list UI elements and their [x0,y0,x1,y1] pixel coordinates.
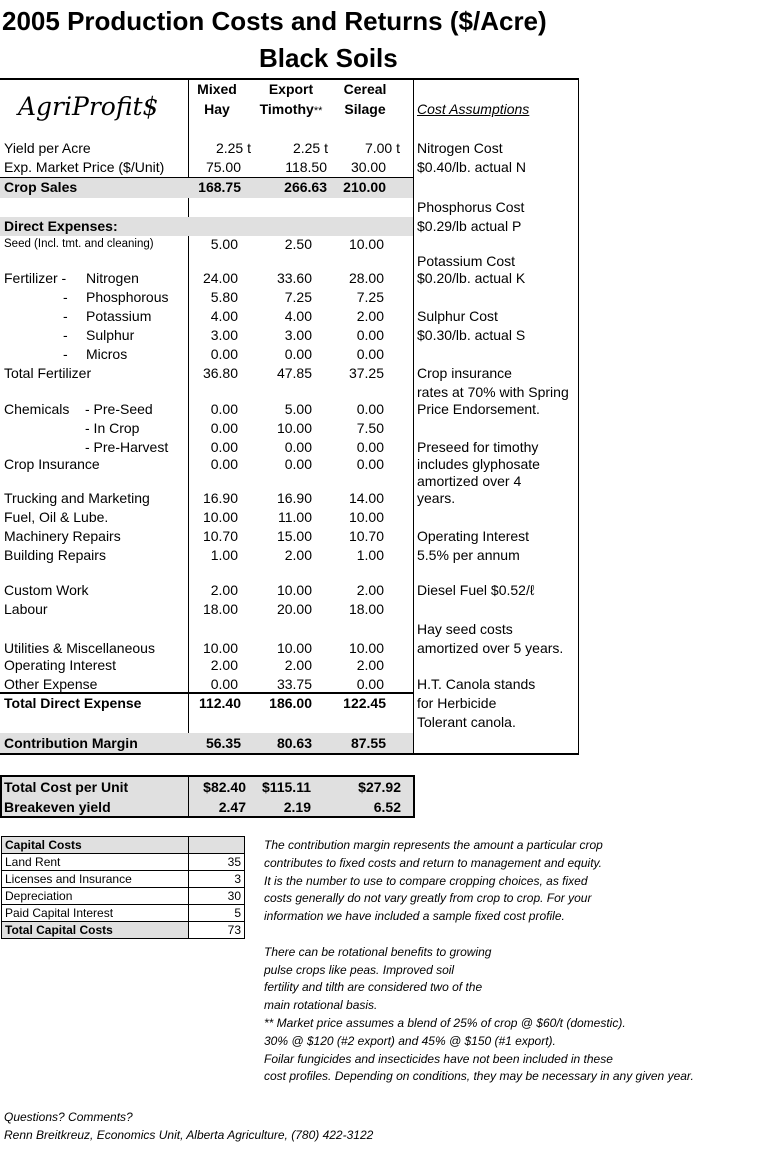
table-row: Yield per Acre 2.25 t 2.25 t 7.00 t [4,140,400,156]
assumption-line: Potassium Cost [417,253,516,269]
table-row: Utilities & Miscellaneous 10.00 10.00 10.00 [4,640,384,656]
assumption-line: Hay seed costs [417,621,513,637]
assumption-line: $0.30/lb. actual S [417,327,526,343]
table-row: - Potassium 4.00 4.00 2.00 [63,308,384,324]
table-row: Total Fertilizer 36.80 47.85 37.25 [4,365,384,381]
table-row: Depreciation 30 [2,888,245,905]
table-row: Operating Interest 2.00 2.00 2.00 [4,657,384,673]
assumption-line: rates at 70% with Spring [417,384,569,400]
capital-costs-header: Capital Costs [2,837,189,854]
table-row: - Sulphur 3.00 3.00 0.00 [63,327,384,343]
table-row: Total Direct Expense 112.40 186.00 122.45 [4,695,386,711]
table-row: Total Capital Costs 73 [2,922,245,939]
assumption-line: 5.5% per annum [417,547,520,563]
table-row: Seed (Incl. tmt. and cleaning) 5.00 2.50 10.00 [4,236,384,252]
assumption-line: Price Endorsement. [417,401,540,417]
table-row: Direct Expenses: [4,218,118,234]
table-row: Crop Sales 168.75 266.63 210.00 [4,179,386,195]
table-row: Land Rent 35 [2,854,245,871]
table-bottom-border [0,753,579,755]
table-row: Chemicals - Pre-Seed 0.00 5.00 0.00 [4,401,384,417]
assumption-line: includes glyphosate [417,456,540,472]
table-row: Total Cost per Unit $82.40 $115.11 $27.92 [4,779,401,795]
page-title: 2005 Production Costs and Returns ($/Acre) [2,6,547,36]
col-header-export-timothy: Export Timothy** [259,81,323,117]
table-row: Machinery Repairs 10.70 15.00 10.70 [4,528,384,544]
assumption-line: Operating Interest [417,528,530,544]
table-row: - Phosphorous 5.80 7.25 7.25 [63,289,384,305]
assumption-line: amortized over 5 years. [417,640,564,656]
table-row: - Micros 0.00 0.00 0.00 [63,346,384,362]
table-row: Breakeven yield 2.47 2.19 6.52 [4,799,401,815]
assumption-line: Tolerant canola. [417,714,516,730]
table-row: - Pre-Harvest 0.00 0.00 0.00 [85,439,384,455]
table-row: - In Crop 0.00 10.00 7.50 [85,420,384,436]
table-row: Fuel, Oil & Lube. 10.00 11.00 10.00 [4,509,384,525]
assumption-line: $0.20/lb. actual K [417,270,526,286]
table-row: Crop Insurance 0.00 0.00 0.00 [4,456,384,472]
col-header-cereal-silage: Cereal Silage [343,81,387,117]
assumption-line: for Herbicide [417,695,497,711]
assumption-line: Preseed for timothy [417,439,539,455]
agriprofit-logo: AgriProfit$ [18,92,159,121]
table-row: Contribution Margin 56.35 80.63 87.55 [4,735,386,751]
table-row: Labour 18.00 20.00 18.00 [4,601,384,617]
assumption-line: H.T. Canola stands [417,676,536,692]
table-row: Licenses and Insurance 3 [2,871,245,888]
table-row: Other Expense 0.00 33.75 0.00 [4,676,384,692]
summary-top-border [0,775,415,777]
table-row: Building Repairs 1.00 2.00 1.00 [4,547,384,563]
table-row: Custom Work 2.00 10.00 2.00 [4,582,384,598]
assumption-line: Diesel Fuel $0.52/ℓ [417,582,535,598]
footer-contact: Questions? Comments? Renn Breitkreuz, Economics Unit, Alberta Agriculture, (780) 422-3122 [4,1110,374,1142]
assumption-line: amortized over 4 [417,473,522,489]
assumption-line: years. [417,490,456,506]
assumption-line: Crop insurance [417,365,512,381]
assumption-line: Nitrogen Cost [417,140,503,156]
table-row: Paid Capital Interest 5 [2,905,245,922]
assumption-line: Sulphur Cost [417,308,498,324]
assumption-line: Phosphorus Cost [417,199,525,215]
page-subtitle: Black Soils [259,43,398,73]
table-row: Fertilizer - Nitrogen 24.00 33.60 28.00 [4,270,384,286]
col-header-mixed-hay: Mixed Hay [197,81,237,117]
assumption-line: $0.40/lb. actual N [417,159,526,175]
notes-block: The contribution margin represents the amount a particular crop contributes to fixed costs and return to management and equity. It is the number to use to compare cropping choices, as fixed costs generally do not vary greatly from crop to crop. For your information we have included a sample fixed cost profile. There can be rotational benefits to growing pulse crops like peas. Improved soil fertility and tilth are considered two of the main rotational basis. ** Market price assumes a blend of 25% of crop @ $60/t (domestic). 30% @ $120 (#2 export) and 45% @ $150 (#1 export). Foilar fungicides and insecticides have not been included in these cost profiles. Depending on conditions, they may be necessary in any given year. [264,838,694,1084]
table-row: Exp. Market Price ($/Unit) 75.00 118.50 30.00 [4,159,386,175]
capital-costs-table [1,836,245,939]
table-row: Trucking and Marketing 16.90 16.90 14.00 [4,490,384,506]
cost-assumptions-header: Cost Assumptions [417,101,530,117]
assumption-line: $0.29/lb actual P [417,218,522,234]
